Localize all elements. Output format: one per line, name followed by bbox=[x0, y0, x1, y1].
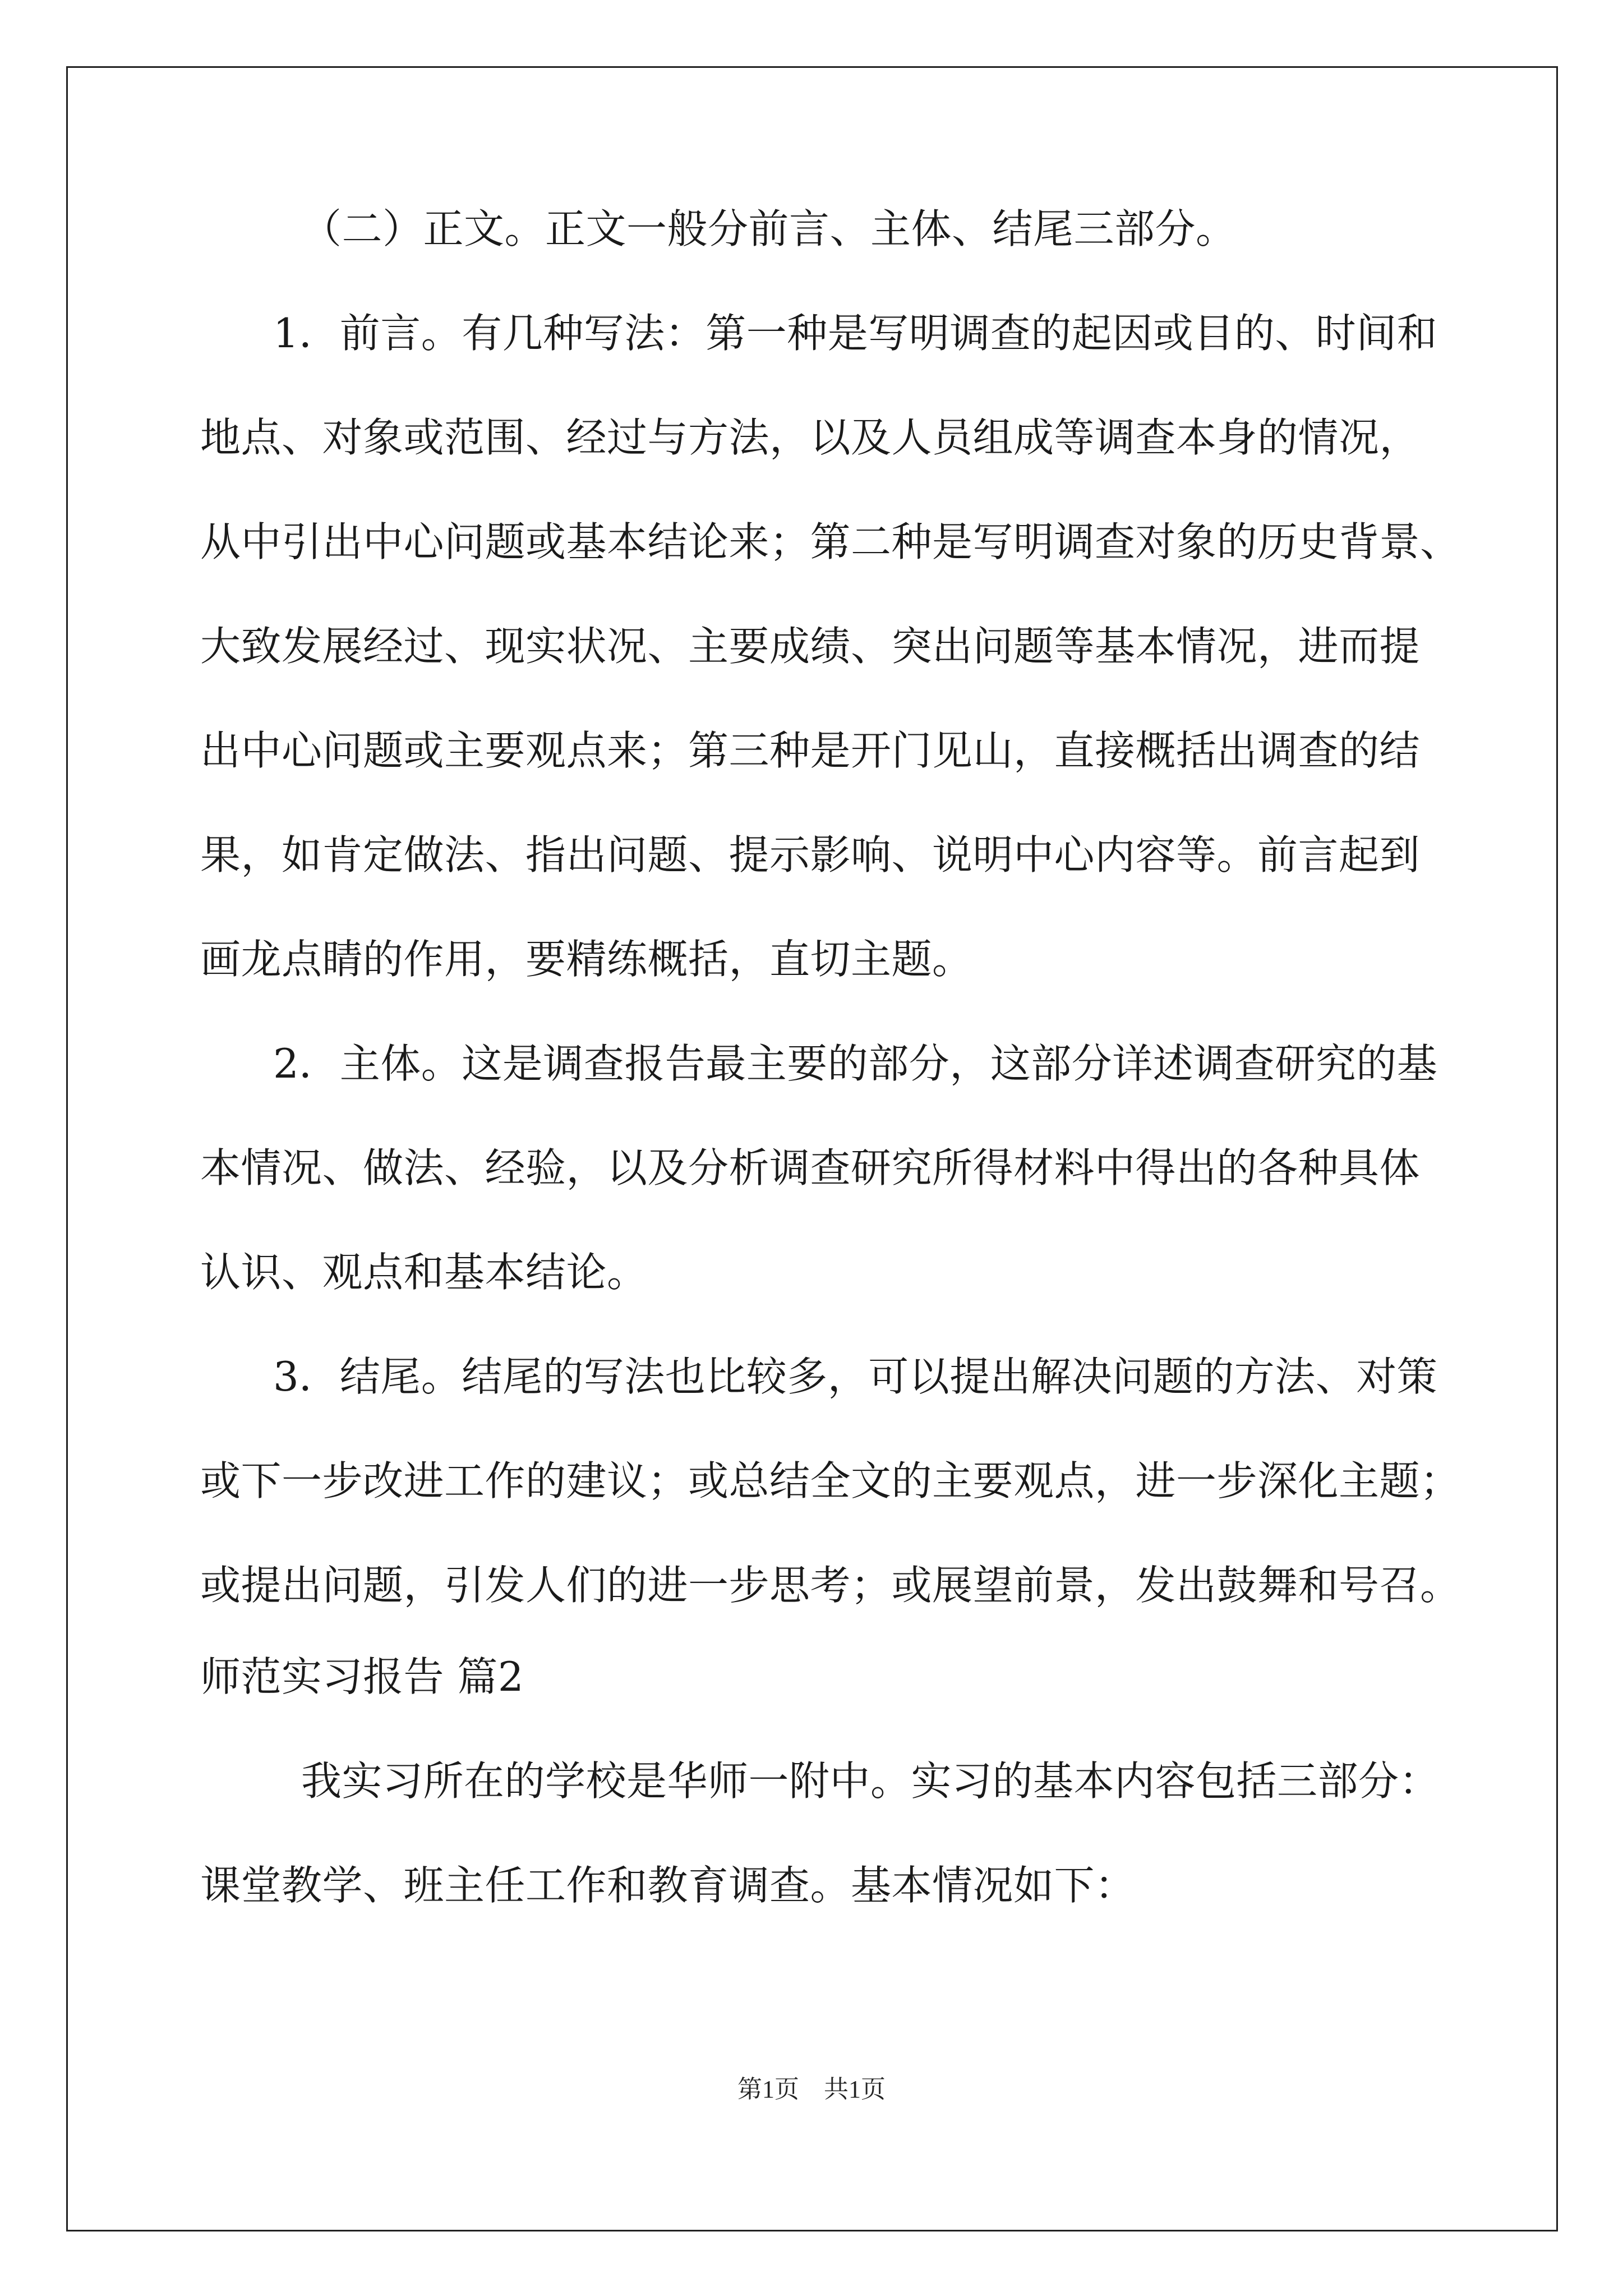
paragraph-line: 从中引出中心问题或基本结论来；第二种是写明调查对象的历史背景、 bbox=[200, 518, 1461, 565]
document-body bbox=[200, 203, 1461, 1912]
paragraph-line: 地点、对象或范围、经过与方法，以及人员组成等调查本身的情况， bbox=[200, 414, 1421, 461]
paragraph-line: 我实习所在的学校是华师一附中。实习的基本内容包括三部分： bbox=[301, 1757, 1440, 1805]
paragraph-line: 大致发展经过、现实状况、主要成绩、突出问题等基本情况，进而提 bbox=[200, 623, 1421, 670]
paragraph-line: 果，如肯定做法、指出问题、提示影响、说明中心内容等。前言起到 bbox=[200, 831, 1421, 878]
paragraph-line: 2．主体。这是调查报告最主要的部分，这部分详述调查研究的基 bbox=[273, 1040, 1438, 1087]
paragraph-line: 认识、观点和基本结论。 bbox=[200, 1249, 648, 1296]
paragraph-line: 或提出问题，引发人们的进一步思考；或展望前景，发出鼓舞和号召。 bbox=[200, 1562, 1461, 1609]
paragraph-line: 3．结尾。结尾的写法也比较多，可以提出解决问题的方法、对策 bbox=[273, 1353, 1438, 1400]
paragraph-line: 或下一步改进工作的建议；或总结全文的主要观点，进一步深化主题； bbox=[200, 1457, 1461, 1504]
paragraph-line: 课堂教学、班主任工作和教育调查。基本情况如下： bbox=[200, 1862, 1136, 1909]
paragraph-line: 画龙点睛的作用，要精练概括，直切主题。 bbox=[200, 936, 973, 983]
page-number-footer: 第1页 共1页 bbox=[737, 2076, 886, 2103]
paragraph-line: 出中心问题或主要观点来；第三种是开门见山，直接概括出调查的结 bbox=[200, 727, 1421, 774]
article-title: 师范实习报告 篇2 bbox=[200, 1653, 524, 1700]
section-heading: （二）正文。正文一般分前言、主体、结尾三部分。 bbox=[301, 205, 1237, 252]
paragraph-line: 1．前言。有几种写法：第一种是写明调查的起因或目的、时间和 bbox=[273, 310, 1438, 357]
paragraph-line: 本情况、做法、经验，以及分析调查研究所得材料中得出的各种具体 bbox=[200, 1144, 1421, 1191]
